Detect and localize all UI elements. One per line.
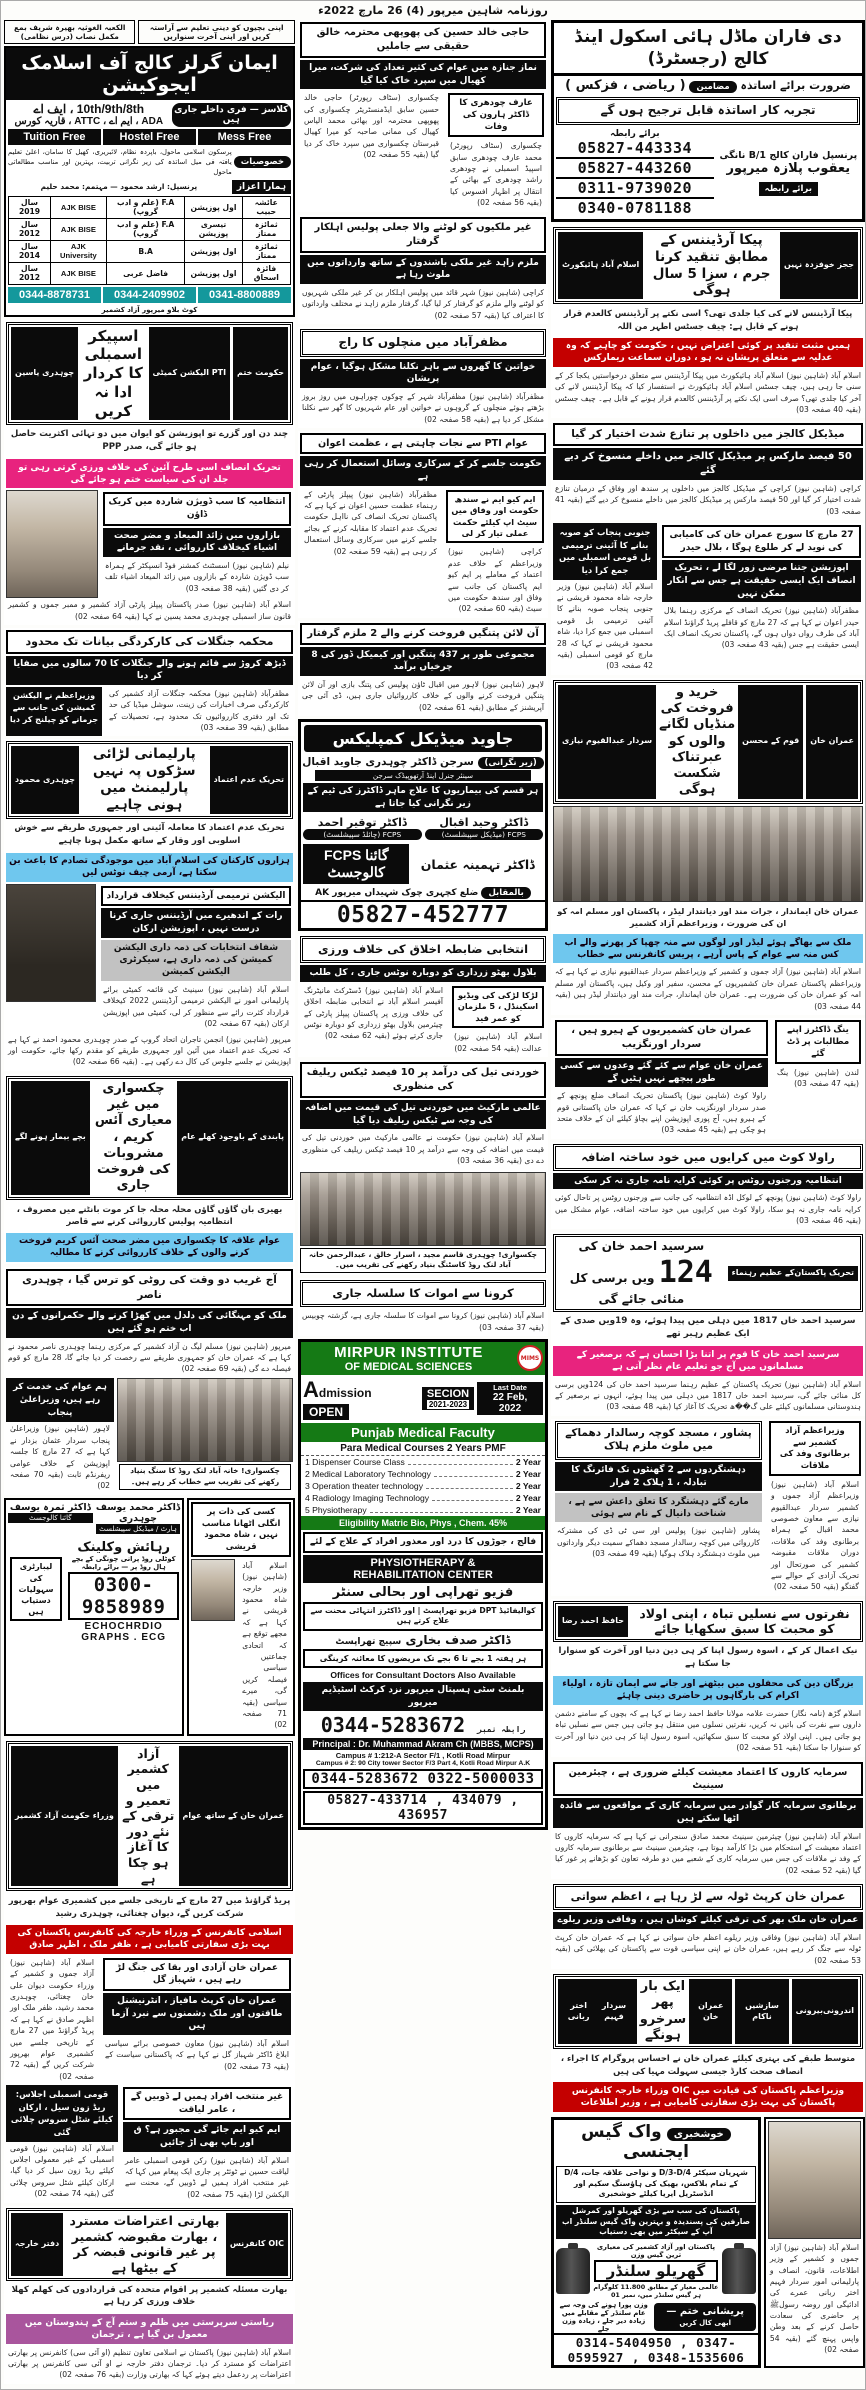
subheadline: ملک کو مہنگائی کی دلدل میں کھڑا کرنے والے حکمرانوں کے دن اب ختم ہو گئے ہیں [6, 1308, 293, 1337]
table-row: عائشہ حبیب اول پوزیشن F.A (علم و ادب گروپ) AJK BISE سال 2019 [9, 196, 291, 218]
byline-box: اسلام آباد ہائیکورٹ [558, 232, 643, 300]
byline-box: دفتر خارجہ [11, 2213, 63, 2276]
article-body: اسلام آباد (شاہین نیوز) وزیر خارجہ شاہ محمود قریشی نے جنوبی پنجاب صوبہ بنانے کا آئینی ترمیمی بل قومی اسمبلی میں جمع کرا دیا، شاہ محمود قریشی نے کہا کہ 28 مارچ کو قومی اسمبلی (بقیہ 42 صفحہ 03) [557, 581, 653, 671]
highlight-strip: تحریک انصاف اسی طرح آئین کی خلاف ورزی کرتی رہی تو جلد ان کی سیاست ختم ہو جائے گی [6, 459, 293, 488]
doctor-spec: گائنا کالوجسٹ [8, 1513, 93, 1523]
kicker: عمران خان کے ساتھ عوام [179, 1746, 288, 1887]
clinic-address: کوٹلی روڈ پرانی چونگی کے بچے ہال روڈ پر — برائے رابطہ [71, 1554, 176, 1571]
course-row: 1 Dispenser Course Class 2 Year [305, 1456, 541, 1467]
crowd-photo [300, 1172, 546, 1246]
highlight-strip: عوام علاقہ کا چکسواری میں مضر صحت آئس کریم فروخت کرنے والوں کے خلاف کارروائی کرنے کا مطالبہ [6, 1233, 293, 1262]
subheadline: بھارت مسئلہ کشمیر پر اقوام متحدہ کی قراردادوں کی کھلم کھلا خلاف ورزی کر رہا ہے [11, 2284, 288, 2308]
side-box-headline: وزیراعظم نے الیکشن کمیشن کی جانب سے جرمانے کو چیلنج کر دیا [6, 687, 102, 737]
article-fake-police [298, 215, 548, 324]
article-ik-markets [551, 678, 865, 1015]
kicker: حکومت ختم [233, 327, 288, 421]
article-forest-dept [4, 628, 295, 736]
principal-line: Principal : Dr. Muhammad Akram Ch (MBBS, MCPS) [303, 1738, 543, 1750]
wak-badge: خوشخبری [667, 2128, 731, 2141]
headline: آج غریب دو وقت کی روٹی کو ترس گیا ، چوہدری ناصر [6, 1269, 293, 1306]
byline-box: وزراء حکومت آزاد کشمیر [11, 1746, 118, 1887]
relief-box: پریشانی ختم — ابھی کال کریں [654, 2303, 755, 2331]
article-body: مظفرآباد (شاہین نیوز) محکمہ جنگلات آزاد کشمیر کی کارکردگی صرف اخبارات کی زینت، سوشل میڈیا کی حد تک اور دفتری کارروائیوں تک محدود ہے، تحصیلات کے مطابق (بقیہ 39 صفحہ 03) [109, 688, 289, 732]
subheadline: ایم کیو ایم جائے گی مجبور ہے؟ ق اور باپ بھی اڑ جائیں [123, 2122, 291, 2151]
iman-phone-3: 0344-8878731 [8, 287, 101, 303]
faculty-bar: Punjab Medical Faculty [301, 1423, 545, 1442]
course-row: 2 Medical Laboratory Technology 2 Year [305, 1468, 541, 1479]
mirpur-title-1: MIRPUR INSTITUTE [334, 1343, 483, 1361]
headline: آزاد کشمیر میں تعمیر و ترقی کے نئے دور کا آغاز ہو چکا ہے [122, 1745, 175, 1886]
headline: ایک بار پھر سرخرو ہونگے [639, 1979, 687, 2043]
article-muzaffarabad [298, 327, 548, 428]
faran-address-2: یعقوب پلازہ میرپور [726, 160, 851, 176]
headline: عمران خان کرپٹ ٹولہ سے لڑ رہا ہے ، اعظم سواتی [553, 1884, 863, 1910]
headline: میڈیکل کالجز میں داخلوں پر تنازع شدت اختیار کر گیا [553, 423, 863, 446]
headline: محکمہ جنگلات کی کارکردگی بیانات تک محدود [6, 630, 293, 653]
article-body: لاہور (شاہین نیوز) لاہور میں اقبال ٹاؤن پولیس کی پتنگ بازی اور آن لائن پتنگیں فروخت کرنے والوں کے خلاف کارروائیاں جاری ہیں، ڈی آئی جی آپریشنز کے مطابق (بقیہ 61 صفحہ 02) [302, 680, 544, 712]
headline: نفرتوں سے نسلیں تباہ ، اپنی اولاد کو محبت کا سبق سکھایا جائے [639, 1605, 850, 1637]
subheadline: دہشتگردوں سے 2 گھنٹوں تک فائرنگ کا تبادلہ ، 1 ہلاک 2 فرار [555, 1462, 762, 1491]
doctor-name: ڈاکٹر وحید اقبال [439, 816, 529, 830]
article-body: اسلام آباد (شاہین نیوز) آزاد جموں و کشمیر کے وزیراعظم سردار عبدالقیوم نیازی نے کہا ہے کہ وزیراعظم پاکستان عمران خان کشمیریوں کے محسن، سفیر اور وکیل ہیں، پاکستان اور مسلم امہ کو عمران خان کی ضرورت ہے۔ عمران خان ایماندار، جرات مند اور دیانتدار لیڈر ہیں (بقیہ 44 صفحہ 03) [555, 967, 861, 1011]
ad-faran-school [551, 20, 865, 222]
mirpur-phone-big: 0344-5283672 رابطہ نمبر [320, 1713, 526, 1738]
article-body: اسلام آباد (شاہین نیوز) کرونا سے اموات کا سلسلہ جاری ہے، گزشتہ چوبیس (بقیہ 37 صفحہ 03) [302, 1311, 544, 1332]
ad-iman-girls-college: ایمان گرلز کالج آف اسلامک ایجوکیشن کلاسز — فری داخلے جاری ہیں 10th/9th/8th ، ایف اے ADA ، ایم اے ، ATTC ، قاریہ کورس Tuition Free Hostel Free Mess Free خصوصیات پرسکون اسلامی ماحول، باپردہ نظام، لائبریری، کھیل کا سامان، اعلیٰ تعلیم یافتہ فی میل اساتذہ کی زیر نگرانی تربیت، بہترین اور مناسب مطالعاتی ماحول ہمارا اعزاز پرنسپل: ارشد محمود — مہتمم: محمد حلیم عائشہ حبیب اول پوزیشن F.A (علم و ادب گروپ) AJK BISE سال 2019 ثمائزہ ممتاز تیسری پوزیشن F.A (علم و ادب گروپ) AJK BISE سال 2012 ثمائزہ ممتاز اول پوزیشن B.A AJK University سال 2014 فائزہ اسحاق اول پوزیشن فاضل عربی AJK BISE سال 2012 0341-8800889 0344-2409902 0344-8878731 کوٹ بلاو میرپور آزاد کشمیر [4, 46, 295, 317]
article-body: اسلام آباد (شاہین نیوز) ڈسٹرکٹ مانیٹرنگ آفیسر اسلام آباد نے انتخابی ضابطہ اخلاق کی خلاف ورزی پر پاکستان پیپلز پارٹی کے چیئرمین بلاول بھٹو زرداری کو دوبارہ نوٹس جاری کرتے ہوئے (بقیہ 62 صفحہ 02) [304, 985, 443, 1041]
article-swati [551, 1882, 865, 1969]
mirpur-phones-2: 0344-5283672 0322-5000033 [303, 1769, 543, 1789]
article-body: کراچی (شاہین نیوز) کراچی کے میڈیکل کالجز میں داخلوں پر سندھ اور وفاق کے درمیان تنازع شدت اختیار کر گیا اور 50 فیصد مارکس پر میڈیکل کالجز میں داخلے منسوخ کر دیے گئے (بقیہ 41 صفحہ 03) [555, 484, 861, 516]
ad-wak-gas: خوشخبری واک گیس ایجنسی شہریان سیکٹر D/3-D/4 و نواحی علاقہ جات، D/4 کے تمام بلاکس، بھیک کی ہاؤسنگ سکیم اور انڈسٹریل ایریا کیلئے خوشخبری پاکستان کی سب سے بڑی گھریلو اور کمرشل صارفین کی پسندیدہ و بہترین واک گیس سلنڈر اب آپ کے سیکٹر میں بھی دستیاب پاکستان اور آزاد کشمیر کی معیاری ترین گیس وزن گھریلو سلنڈر عالمی معیار کے مطابق 11.800 کلوگرام ہر گیس سلنڈر میں، نمبر 01 وزن پورا ہونے کی وجہ سے عام سلنڈر کے مقابلے میں زیادہ دیر جلے ، زیادہ وزن جلے پریشانی ختم — ابھی کال کریں 0314-5404950 , 0347-0595927 , 0348-1535606 [551, 2117, 761, 2369]
contact-label: برائے رابطہ [610, 128, 660, 139]
kicker: سازشیں ناکام [735, 1979, 788, 2044]
iman-phone-1: 0341-8800889 [198, 287, 291, 303]
headline: کسی کی ذات پر انگلی اٹھانا مناسب نہیں ، شاہ محمود قریشی [191, 1502, 291, 1557]
article-corona [298, 1278, 548, 1336]
article-body: اسلام آباد (شاہین نیوز) عدالت (بقیہ 54 صفحہ 02) [454, 1032, 542, 1053]
subheadline: بھیری بان گاؤں گاؤں محلہ محلہ جا کر موت بانٹنے میں مصروف ، انتظامیہ پولیس کارروائی کرنے سے قاصر [16, 1203, 283, 1227]
headline: عمران خان آزادی اور بقا کی جنگ لڑ رہے ہیں ، شہباز گل [103, 1958, 291, 1991]
subheadline: اپوزیشن جتنا مرضی زور لگا لے ، تحریک انصاف ایک ایسی حقیقت ہے جس سے انکار ممکن نہیں [662, 560, 861, 602]
subheadline: تحریک عدم اعتماد کا معاملہ آئینی اور جمہوری طریقے سے خوش اسلوبی اور وقار کے ساتھ مکمل ہونا چاہیے [14, 822, 285, 846]
article-senate [551, 1760, 865, 1880]
iman-free-hostel: Hostel Free [103, 129, 196, 145]
highlight-strip: ہمیں مثبت تنقید پر کوئی اعتراض نہیں ، حکومت کو چاہیے کہ وہ عدلیہ سے متعلق پریشان نہ ہو ، دوران سماعت ریمارکس [553, 338, 863, 367]
physio-urdu-line: فالج ، جوڑوں کا درد اور معذور افراد کے علاج کے لئے [303, 1532, 543, 1553]
ad-javed-medical [298, 719, 548, 931]
article-body: مظفرآباد (شاہین نیوز) پیپلز پارٹی کے رہنماء عظمت حسین اعوان نے کہا ہے کہ پاکستان تحریک انصاف کی نااہل حکومت تحریک عدم اعتماد کا مقابلہ کرنے کے بجائے جلسے کرنے میں سرکاری وسائل استعمال کر رہی ہے (بقیہ 59 صفحہ 02) [304, 489, 437, 556]
article-body: اسلام آباد (شاہین نیوز) تحریک پاکستان کے عظیم رہنما سرسید احمد خاں کی 124ویں برسی کل منائی جائے گی، سرسید احمد خاں 1817 میں دہلی میں پیدا ہوئے، انہوں نے برصغیر کے ہندوستانی مسلمانوں کیلئے علی گ��ھ تحریک کا آغاز کیا (بقیہ 48 صفحہ 03) [555, 1379, 861, 1412]
middle-column [298, 20, 548, 1833]
article-body: اسلام آباد (شاہین نیوز) چیئرمین سینیٹ محمد صادق سنجرانی نے کہا ہے کہ سرمایہ کاروں کا اعتماد معیشت کے استحکام میں بڑا کارآمد ہوتا ہے، چیئرمین سینیٹ سے برطانوی سرمایہ کاروں کے وفد نے ملاقات کی جس میں سرمایہ کاری کے شعبے میں دو طرفہ تعاون کو بڑھانے پر غور کیا گیا (بقیہ 52 صفحہ 02) [555, 1831, 861, 1875]
iman-features-badge: خصوصیات [234, 156, 291, 168]
headline: اسپیکر اسمبلی کا کردار ادا نہ کریں [83, 326, 143, 420]
headline: الیکشن ترمیمی آرڈیننس کیخلاف قرارداد [101, 886, 291, 907]
side-box-headline: جنوبی پنجاب کو صوبہ بنانے کا آئینی ترمیمی بل قومی اسمبلی میں جمع کرا دیا [553, 523, 657, 579]
headline: پیکا آرڈیننس کے مطابق تنقید کرنا جرم ، سزا 5 سال ہوگی [652, 231, 771, 299]
faran-pref: تجربہ کار اساتذہ قابل ترجیح ہوں گے [556, 97, 860, 125]
address-line: بلمنٹ سٹی ہسپتال میرپور نزد کرکٹ اسٹیڈیم میرپور [303, 1682, 543, 1711]
byline-box: بچے بیمار ہونے لگے [11, 1081, 90, 1195]
article-body: لاہور (شاہین نیوز) وزیراعلیٰ پنجاب سردار عثمان بزدار نے کہا ہے کہ 27 مارچ کا جلسہ اپوزیشن کے خلاف عوامی ریفرنڈم ثابت (بقیہ 70 صفحہ 02) [10, 1424, 110, 1491]
left-column [4, 20, 295, 2387]
article-body: راولا کوٹ (شاہین نیوز) پونچھ کے لوکل اڈہ انتظامیہ کی جانب سے ورجنوں روٹس پر تاحال کوئی کرایہ نامہ جاری نہ ہو سکا، راولا کوٹ میں کرایوں میں خود ساختہ اضافہ، عوام مشکل میں (بقیہ 46 صفحہ 03) [555, 1193, 861, 1226]
side-box-headline: قومی اسمبلی اجلاس: ریڈ زون سیل ، ارکان کیلئے شٹل سروس چلائی گئی [6, 2085, 118, 2141]
timing-line: ہر ہفتہ 1 بجے تا 6 بجے تک مریضوں کا معائنہ کرینگی [303, 1649, 543, 1668]
article-body: مظفرآباد (شاہین نیوز) مظفرآباد شہر کے چوکوں چوراہوں میں روز بروز بڑھتے ہوئے منچلوں کے گروہوں نے خواتین اور عام شہریوں کا گھر سے نکلنا مشکل کر دیا ہے (بقیہ 58 صفحہ 02) [302, 391, 544, 424]
kicker: قوم کے محسن [738, 685, 803, 799]
institute-seal-icon: MIMS [517, 1345, 543, 1371]
kicker: تحریک عدم اعتماد [210, 746, 288, 814]
mirpur-title-2: OF MEDICAL SCIENCES [344, 1360, 473, 1373]
kicker: عمران خان [689, 1979, 732, 2044]
subheadline: عمران خان عوام سے کئے گئے وعدوں سے کسی طور پیچھے نہیں ہٹیں گے [555, 1058, 768, 1087]
headline: خوردنی تیل کی درآمد پر 10 فیصد ٹیکس ریلیف کی منظوری [300, 1062, 546, 1098]
article-hafiz [551, 1599, 865, 1757]
article-body: اسلام آباد (شاہین نیوز) آزاد جموں و کشمیر کے وزراء حکومت دیوان علی خان چغتائی، چوہدری محمد رشید، ظفر ملک اور اظہر صادق نے کہا ہے کہ پریڈ گراؤنڈ میں 27 مارچ کے تاریخی جلسے میں کشمیری عوام بھرپور شرکت کریں گے (بقیہ 72 صفحہ 02) [10, 1957, 95, 2081]
minister-photo [768, 2121, 861, 2239]
iman-classes-1: 10th/9th/8th ، ایف اے [33, 102, 145, 116]
javed-super-label: (زیر نگرانی) [478, 757, 544, 769]
photo-caption: اسلام آباد (شاہین نیوز) آزاد جموں و کشمیر کے وزیر اطلاعات، قانون، انصاف و پارلیمانی امور سردار فہیم اختر ربانی عمرے کی ادائیگی اور روضہ رسولﷺ پر حاضری کی سعادت حاصل کرنے کے بعد وطن واپس پہنچ گئے (بقیہ 54 صفحہ 02) [769, 2242, 859, 2355]
highlight-strip: ریاستی سرپرستی میں ظلم و ستم آج کے ہندوستان میں معمول بن گیا ہے ، ترجمان [6, 2314, 293, 2343]
wak-phones: 0314-5404950 , 0347-0595927 , 0348-1535606 [554, 2333, 758, 2365]
doctor-spec: FCPS (میڈیکل سپیشلسٹ) [425, 829, 544, 840]
iman-title: ایمان گرلز کالج آف اسلامک ایجوکیشن [6, 48, 293, 100]
faran-phone-2: 05827-443260 [556, 159, 714, 179]
subheadline: متوسط طبقے کی بہتری کیلئے عمران خان نے احساس پروگرام کا اجراء ، انصاف صحت کارڈ جیسی سہولت مہیا کی ہیں [560, 2053, 856, 2076]
wak-title: واک گیس ایجنسی [581, 2121, 689, 2162]
right-column [551, 20, 865, 2371]
subheadline: مجموعی طور پر 437 پتنگیں اور کیمیکل ڈور کی 8 چرخیاں برآمد [300, 647, 546, 676]
headline: غیر ملکیوں کو لوٹنے والا جعلی پولیس اہلکار گرفتار [300, 217, 546, 253]
faran-title: دی فاران ماڈل ہائی اسکول اینڈ کالج (رجسٹرڈ) [554, 23, 862, 76]
headline: انتخابی ضابطہ اخلاق کی خلاف ورزی [300, 936, 546, 963]
headline: انتظامیہ کا سب ڈویژن شاردہ میں کریک ڈاؤن [103, 492, 291, 525]
article-kites [298, 621, 548, 716]
subheadline: انتظامیہ ورجنوں روٹس پر کوئی کرایہ نامہ جاری نہ کر سکی [553, 1173, 863, 1190]
headline: 27 مارچ کا سورج عمران خان کی کامیابی کی نوید لے کر طلوع ہوگا ، بلال حیدر [662, 525, 861, 558]
subheadline: نماز جنازہ میں عوام کی کثیر تعداد کی شرکت، میرا کھیال میں سپرد خاک کیا گیا [300, 60, 546, 89]
article-body: اسلام آباد (شاہین نیوز) رکن قومی اسمبلی عامر لیاقت حسین نے ٹوئٹر پر جاری ایک پیغام میں کہا کہ غیر منتخب افراد ہمیں لے ڈوبیں گے، محنت سے الیکشن لڑا (بقیہ 75 صفحہ 02) [125, 2155, 289, 2199]
subheadline: پریڈ گراؤنڈ میں 27 مارچ کے تاریخی جلسے میں کشمیری عوام بھرپور شرکت کریں گے، دیوان چغتائی، چوہدری رشید [8, 1895, 291, 1918]
article-no-confidence [4, 739, 295, 1071]
javed-phone: 05827-452777 [301, 900, 545, 928]
highlight-strip: شفاف انتخابات کی ذمہ داری الیکشن کمیشن کی ذمہ داری ہے، سیکرٹری الیکشن کمیشن [101, 940, 291, 981]
javed-surgeon: سرجن ڈاکٹر چوہدری جاوید اقبال [302, 756, 474, 769]
subheadline: چند دن اور گزرے تو اپوزیشن کو ایوان میں دو تہائی اکثریت حاصل ہو جائے گی، صدر PPP [10, 429, 289, 453]
minister-photo-item [764, 2117, 865, 2369]
qureshi-photo [191, 1559, 235, 1621]
headline: غیر منتخب افراد ہمیں لے ڈوبیں گے ، عامر لیاقت [123, 2087, 291, 2120]
javed-address-label: بالمقابل [481, 887, 530, 899]
byline-box: سردار عبدالقیوم نیازی [558, 685, 656, 799]
headline: حاجی خالد حسین کی پھوپھی محترمہ خالق حقیقی سے جاملیں [300, 22, 546, 58]
headline: سرمایہ کاروں کا اعتماد معیشت کیلئے ضروری ہے ، چیئرمین سینیٹ [553, 1762, 863, 1797]
politician-photo [6, 884, 96, 1002]
faran-contact-box: برائے رابطہ [759, 182, 818, 196]
side-box-headline: ہم عوام کی خدمت کر رہے ہیں، وزیراعلیٰ پنجاب [6, 1378, 114, 1423]
article-rawalakot [551, 1142, 865, 1230]
iman-features: پرسکون اسلامی ماحول، باپردہ نظام، لائبریری، کھیل کا سامان، اعلیٰ تعلیم یافتہ فی میل اساتذہ کی زیر نگرانی تربیت، بہترین اور مناسب مطالعاتی ماحول [8, 148, 232, 177]
article-peca [551, 225, 865, 419]
subheadline: بازاروں میں زائد المیعاد و مضر صحت اشیاء کیخلاف کارروائی ، نقد جرمانے [103, 528, 291, 557]
article-body: اسلام گڑھ (نامہ نگار) حضرت علامہ مولانا حافظ احمد رضا نے کہا ہے کہ بچوں کے سامنے دشمن داروں سے نفرت کی باتیں نہ کریں، نفرتیں نسلوں میں منتقل ہو جاتی ہیں جس سے نسلیں تباہ ہو جاتی ہیں۔ اپنی اولاد کو محبت کا سبق سکھائیں، اسوہ رسول اپنا کر ہی دین دنیا اور آخرت کو سنوارا جا سکتا (بقیہ 51 صفحہ 02) [555, 1709, 861, 1753]
article-body: اسلام آباد (شاہین نیوز) وزیر خارجہ شاہ محمود قریشی نے کہا ہے کہ مجھے توقع ہے کہ اتحادی جماعتیں سیاسی فیصلہ کریں گی، میرے سیاسی (بقیہ 71 صفحہ 02) [242, 1560, 287, 1730]
group-photo [553, 806, 863, 902]
article-body: کراچی (شاہین نیوز) وزیراعظم کے خلاف عدم اعتماد کے معاملے پر ایم کیو ایم پاکستان کی جانب سے وفاق اور سندھ حکومت میں سیٹ (بقیہ 60 صفحہ 02) [448, 547, 542, 614]
course-row: 3 Operation theater technology 2 Year [305, 1480, 541, 1491]
article-body: اسلام آباد (شاہین نیوز) صدر پاکستان پیپلز پارٹی آزاد کشمیر و ممبر جموں و کشمیر قانون ساز اسمبلی چوہدری محمد یسین نے کہا (بقیہ 64 صفحہ 02) [8, 600, 291, 621]
doctor-name: ڈاکٹر صدف بخاری سپیچ تھراپسٹ [335, 1632, 511, 1647]
headline: مظفرآباد میں منچلوں کا راج [300, 329, 546, 357]
doctor-name: ڈاکٹر محمد یوسف چوہدری [95, 1501, 181, 1524]
faran-subjects: ( ریاضی ، فزکس ) [565, 78, 686, 94]
subheadline: سرسید احمد خاں 1817 میں دہلی میں پیدا ہوئے، وہ 19ویں صدی کے ایک عظیم رہبر تھے [560, 1315, 856, 1340]
article-body: راولا کوٹ (شاہین نیوز) پاکستان تحریک انصاف ضلع پونچھ کے صدر سردار اورنگزیب خان نے کہا کہ عمران خان پاکستانی قوم کے ہیرو ہیں، آج پوری اپوزیشن اپنے بچاؤ کیلئے ان کے خلاف متحد ہو چکی ہے (بقیہ 45 صفحہ 03) [557, 1091, 766, 1135]
mirpur-phones-3: 05827-433714 , 434079 , 436957 [303, 1791, 543, 1825]
article-peshawar [551, 1419, 865, 1596]
admission-a: A [303, 1376, 319, 1402]
kicker: عمران خان [806, 685, 858, 799]
side-box-headline: ایم کیو ایم نے سندھ حکومت اور وفاق میں سیٹ اپ کیلئے حکمت عملی تیار کر لی [446, 490, 544, 544]
highlight-strip: ملک سے بھاگے ہوئے لیڈر اور لوگوں سے منہ چھپا کر پھرنے والے اب کس منہ سے عوام کے پاس آرہے ، پریس کانفرنس سے خطاب [553, 934, 863, 963]
faran-need: ضرورت برائے اساتذہ [740, 79, 851, 93]
article-body: اسلام آباد (شاہین نیوز) قومی اسمبلی کے غیر معمولی اجلاس کیلئے ریڈ زون سیل کر دیا گیا، ارکان کیلئے شٹل سروس چلائی گئی (بقیہ 74 صفحہ 02) [10, 2143, 114, 2199]
iman-phone-2: 0344-2409902 [103, 287, 196, 303]
subheadline: عالمی مارکیٹ میں خوردنی تیل کی قیمت میں اضافہ کی وجہ سے ٹیکس ریلیف دیا گیا [300, 1100, 546, 1129]
iman-free-mess: Mess Free [198, 129, 291, 145]
subheadline: برطانوی سرمایہ کار گوادر میں سرمایہ کاری کے مواقعوں سے فائدہ اٹھا سکتے ہیں [553, 1798, 863, 1827]
highlight-strip: بزرگان دین کی محفلوں میں بیٹھنے اور جانے سے ایمان تازہ ، اولیاء اکرام کی بارگاہوں پر حاضری دینی چاہئے [553, 1676, 863, 1705]
article-pti-azmat [298, 431, 548, 618]
article-body: نیلم (شاہین نیوز) اسسٹنٹ کمشنر فوڈ انسپکٹر کے ہمراہ سب ڈویژن شاردہ کے بازاروں میں زائد المیعاد اشیاء تلف کر دی گئیں (بقیہ 38 صفحہ 03) [105, 560, 289, 593]
article-body: اسلام آباد (شاہین نیوز) وفاقی وزیر ریلوے اعظم خان سواتی نے کہا ہے کہ عمران خان کرپٹ ٹولہ سے جنگ کر رہے ہیں، عمران خان نے اپنی سیاسی قوت سے پاکستان کی بھلائی کی (بقیہ 53 صفحہ 02) [555, 1933, 861, 1965]
kicker: ججز خوفزدہ نہیں [780, 232, 858, 300]
article-body: مظفرآباد (شاہین نیوز) تحریک انصاف کے مرکزی رہنما بلال حیدر اعوان نے کہا ہے کہ 27 مارچ کو قافلے پریڈ گراؤنڈ اسلام آباد کی طرف رواں دواں ہوں گے، پاکستان تحریک انصاف ایک ایسی حقیقت ہے جس (بقیہ 43 صفحہ 03) [664, 606, 859, 650]
article-haji-khalid [298, 20, 548, 212]
highlight-strip: وزیراعظم پاکستان کی قیادت میں OIC وزراء خارجہ کانفرنس پاکستان کی بہت بڑی سفارتی کامیابی ہے ، وزیر اطلاعات [553, 2082, 863, 2111]
politician-photo [6, 490, 98, 598]
article-body: چکسواری (سٹاف رپورٹر) محمد عارف چودھری سابق اسپیڈ اسمبلی نے چودھری راشد چودھری کے بھائی کے انتقال پر اظہار افسوس کیا (بقیہ 56 صفحہ 02) [450, 141, 542, 208]
kicker: اندرونی بیرونی [792, 1979, 858, 2044]
headline: پارلیمانی لڑائی سڑکوں پہ نہیں پارلیمنٹ میں ہونی چاہیے [92, 746, 196, 813]
section-label: SECION [426, 1388, 470, 1401]
article-body: اسلام آباد (شاہین نیوز) سینیٹ کی قائمہ کمیٹی برائے پارلیمانی امور نے الیکشن ترمیمی آرڈیننس 2022 کیخلاف قرارداد کثرت رائے سے منظور کر لی، کمیٹی میں اپوزیشن ارکان (بقیہ 67 صفحہ 02) [103, 985, 289, 1029]
article-body: کراچی (شاہین نیوز) شہر قائد میں پولیس اہلکار بن کر غیر ملکی شہریوں کو لوٹنے والے ملزم کو گرفتار کر لیا گیا، گرفتار ملزم زاہد نے مختلف وارداتوں کا اعتراف کیا (بقیہ 57 صفحہ 02) [302, 287, 544, 320]
article-body: چکسواری (سٹاف رپورٹر) حاجی خالد حسین سابق ایڈمنسٹریٹر چکسواری کی پھوپھی محترمہ اور بھائی محمد الیاس کھیال کی ممانی صاحبہ کو میرا کھیال قبرستان چکسواری میں سپرد خاک کر دیا گیا (بقیہ 55 صفحہ 02) [304, 93, 439, 160]
strip-note-left: الکعبہ الغوثیہ بھیرہ شریف بمع مکمل نصاب (درس نظامی) [4, 20, 135, 44]
headline: کرونا سے اموات کا سلسلہ جاری [300, 1280, 546, 1307]
article-body: اسلام آباد (شاہین نیوز) اسلام آباد ہائیکورٹ میں پیکا آرڈیننس سے متعلق درخواستیں یکجا کر کے سنی جا رہی ہیں، چیف جسٹس اسلام آباد ہائیکورٹ نے استفسار کیا کہ پیکا آرڈیننس لانے کی آخر کیا جلدی تھی؟ صرف اسی ایک نکتے پر آرڈیننس کالعدم قرار ہونے کے قابل ہے۔ چیف جسٹس (بقیہ 40 صفحہ 03) [555, 370, 861, 414]
doctor-name: ڈاکٹر تہمینہ عثمان [420, 856, 535, 872]
article-punjab-bilal [551, 523, 865, 675]
faran-phone-1: 05827-443334 [556, 139, 714, 159]
article-body: اسلام آباد (شاہین نیوز) حکومت نے عالمی مارکیٹ میں خوردنی تیل کی قیمت میں اضافہ کی وجہ سے درآمد پر 10 فیصد ٹیکس ریلیف کی منظوری دے دی (بقیہ 36 صفحہ 03) [302, 1133, 544, 1166]
iman-free-row [8, 129, 291, 145]
course-row: 4 Radiology Imaging Technology 2 Year [305, 1492, 541, 1503]
ad-rehaish-clinic [4, 1498, 184, 1736]
ad-mirpur-institute: MIRPUR INSTITUTE OF MEDICAL SCIENCES MIMS Admission OPEN SECION 2021-2023 Last Date 22 Feb, 2022 Punjab Medical Faculty Para Medical Courses 2 Years PMF 1 Dispenser Course Class 2 Year 2 Medical Laboratory Technology 2 Year 3 Operation theater technology 2 Year 4 Radiology Imaging Technology 2 Year 5 Physiotherapy 2 Year Eligibility Matric Bio, Phys , Chem. 45% فالج ، جوڑوں کا درد اور معذور افراد کے علاج کے لئے PHYSIOTHERAPY & REHABILITATION CENTER فزیو تھراپی اور بحالی سنٹر کوالیفائیڈ DPT فزیو تھراپسٹ | اور ڈاکٹرز انتہائی محنت سے علاج کرتے ہیں ڈاکٹر صدف بخاری سپیچ تھراپسٹ ہر ہفتہ 1 بجے تا 6 بجے تک مریضوں کا معائنہ کرینگی Offices for Consultant Doctors Also Available بلمنٹ سٹی ہسپتال میرپور نزد کرکٹ اسٹیڈیم میرپور 0344-5283672 رابطہ نمبر Principal : Dr. Muhammad Akram Ch (MBBS, MCPS) Campus # 1:212-A Sector F/1 , Kotli Road Mirpur Campus # 2: 90 City tower Sector F/3 Part 4, Kotli Road Mirpur A.K 0344-5283672 0322-5000033 05827-433714 , 434079 , 436957 [298, 1339, 548, 1830]
headline: بھارتی اعتراضات مسترد ، بھارت مقبوضہ کشمیر پر غیر قانونی قبضہ کر کے بیٹھا ہے [69, 2213, 220, 2275]
article-aurangzeb [551, 1018, 865, 1139]
headline: عوام PTI سے نجات چاہتی ہے ، عظمت اعوان [300, 433, 546, 454]
crowd-photo [117, 1378, 293, 1462]
clinic-phone: 0300-9858989 [68, 1572, 179, 1620]
faran-phone-4: 0340-0781188 [577, 198, 693, 217]
subheadline: نیک اعمال کر کے ، اسوہ رسول اپنا کر ہی دین دنیا اور آخرت کو سنوارا جا سکتا ہے [558, 1645, 858, 1669]
article-oil-tax [298, 1060, 548, 1275]
wak-line-1: شہریان سیکٹر D/3-D/4 و نواحی علاقہ جات، D/4 کے تمام بلاکس، بھیک کی ہاؤسنگ سکیم اور انڈسٹریل ایریا کیلئے خوشخبری [556, 2166, 756, 2203]
article-medical-colleges [551, 421, 865, 520]
byline-box: چوہدری محمود [11, 746, 79, 814]
kicker: تحریک پاکستان کے عظیم رہنماء [728, 1266, 858, 1281]
article-body: میرپور (شاہین نیوز) انجمن تاجران اتحاد گروپ کے صدر چوہدری محمود احمد نے کہا ہے کہ تحریک عدم اعتماد میں آئین اور جمہوری طریقے کو مقدم رکھا جائے، حکومت اور اپوزیشن نے جلسے جلوس کی کال دے رکھی ہے۔ (بقیہ 66 صفحہ 02) [8, 1034, 291, 1067]
headline: پشاور ، مسجد کوچہ رسالدار دھماکے میں ملوث ملزم ہلاک [555, 1421, 762, 1460]
article-body: پشاور (شاہین نیوز) پولیس اور سی ٹی ڈی کی مشترکہ کارروائی میں کوچہ رسالدار مسجد دھماکے سمیت دیگر وارداتوں میں ملوث دہشتگرد ہلاک ہوگیا (بقیہ 49 صفحہ 03) [557, 1526, 760, 1559]
article-qureshi [187, 1498, 295, 1736]
lastdate-value: 22 Feb, 2022 [492, 1392, 528, 1415]
javed-line: ہر قسم کی بیماریوں کا علاج ماہر ڈاکٹرز کی ٹیم کے زیر نگرانی کیا جاتا ہے [303, 783, 543, 812]
highlight-strip: اسلامی کانفرنس کے وزراء خارجہ کی کانفرنس پاکستان کی بہت بڑی سفارتی کامیابی ہے ، ظفر ملک ، اظہر صادق [6, 1925, 293, 1954]
highlight-strip: سرسید احمد خان کا قوم پر اتنا بڑا احسان ہے کہ برصغیر کے مسلمانوں میں آج جو تعلیم عام نظر آتی ہے [553, 1346, 863, 1375]
doctor-spec: ہارٹ / میڈیکل سپیشلسٹ [96, 1524, 181, 1534]
eligibility-bar: Eligibility Matric Bio, Phys , Chem. 45% [301, 1516, 545, 1530]
headline: خرید و فروخت کی منڈیاں لگانے والوں کو عبرتناک شکست ہوگی [659, 684, 736, 798]
photo-caption: چکسواری! چوہدری قاسم مجید ، اسرار خالق ، عبدالرحمن خانہ آباد لنک روڈ کاسٹنگ بنیاد رکھنے کی تقریب میں۔ [300, 1248, 546, 1274]
byline-box: چوہدری یاسین [11, 327, 78, 421]
article-naser [4, 1267, 295, 1495]
course-row: 5 Physiotherapy 2 Year [305, 1504, 541, 1515]
headline: راولا کوٹ میں کرایوں میں خود ساختہ اضافہ [553, 1144, 863, 1171]
subheadline: خواتین کا گھروں سے باہر نکلنا مشکل ہوگیا ، عوام پریشان [300, 359, 546, 388]
iman-admissions: کلاسز — فری داخلے جاری ہیں [172, 103, 291, 127]
photo-caption: عمران خان ایماندار ، جرات مند اور دیانتدار لیڈر ، پاکستان اور مسلم امہ کو ان کی ضرورت ، وزیراعظم آزاد کشمیر [557, 905, 859, 928]
subheadline: ڈیڑھ کروڑ سے قائم ہونے والے جنگلات کا 70 سالوں میں صفایا کر دیا [6, 656, 293, 685]
masthead: روزنامہ شاہین میرپور (4) 26 مارچ 2022ء [318, 4, 548, 17]
article-oic [4, 2206, 295, 2384]
article-rabbani [551, 1972, 865, 2114]
photo-caption: چکسواری! خانہ آباد لنک روڈ کا سنگ بنیاد رکھنے کی تقریب سے خطاب کر رہے ہیں۔ [119, 1464, 291, 1490]
article-body: میرپور (شاہین نیوز) مسلم لیگ ن آزاد کشمیر کے مرکزی رہنما چوہدری ناصر محمود نے کہا ہے کہ عمران خان کو جمہوری طریقے سے رخصت کر دیا جائے گا، 28 مارچ کو قوم فیصلہ دے گی (بقیہ 69 صفحہ 02) [8, 1341, 291, 1374]
subheadline: رات کے اندھیرے میں آرڈیننس جاری کرنا درست نہیں ، اپوزیشن ارکان [101, 908, 291, 937]
dpt-line: کوالیفائیڈ DPT فزیو تھراپسٹ | اور ڈاکٹرز انتہائی محنت سے علاج کرتے ہیں [303, 1602, 543, 1631]
doctor-spec: FCPS (چائلڈ سپیشلسٹ) [303, 829, 422, 840]
campus-2: Campus # 2: 90 City tower Sector F/3 Part 4, Kotli Road Mirpur A.K [315, 1760, 531, 1768]
highlight-strip: مارے گئے دہشتگرد کا تعلق داعش سے ہے ، شناخت دانیال کے نام سے ہوئی [555, 1493, 762, 1522]
headline: آن لائن پتنگیں فروخت کرنے والے 2 ملزم گرفتار [300, 623, 546, 645]
subheadline: حکومت جلسے کر کے سرکاری وسائل استعمال کر رہی ہے [300, 456, 546, 485]
faran-subjects-badge: مضامین [689, 81, 736, 93]
article-speaker-assembly [4, 320, 295, 626]
iman-address: کوٹ بلاو میرپور آزاد کشمیر [101, 305, 198, 314]
lab-note: لیبارٹری کی سہولیات دستیاب ہیں [10, 1557, 62, 1621]
iman-classes-2: ADA ، ایم اے ، ATTC ، قاریہ کورس [14, 116, 164, 127]
iman-staff-2: مہتمم: محمد حلیم [40, 182, 108, 192]
headline: عمران خان کشمیریوں کے ہیرو ہیں ، سردار اورنگزیب [555, 1020, 768, 1056]
subheadline: 50 فیصد مارکس پر میڈیکل کالجز میں داخلے منسوخ کر دیے گئے [553, 448, 863, 480]
echo-label: ECHOCHRDIO GRAPHS . ECG [81, 1620, 167, 1643]
subheadline: عمران خان ملک بھر کی ترقی کیلئے کوشاں ہیں ، وفاقی وزیر ریلوے [553, 1912, 863, 1929]
byline-box: حافظ احمد رضا [558, 1606, 628, 1637]
gas-cylinder-icon [722, 2248, 756, 2294]
iman-honor-badge: ہمارا اعزاز [232, 180, 291, 194]
para-medical-line: Para Medical Courses 2 Years PMF [301, 1442, 545, 1456]
article-body: اسلام آباد (شاہین نیوز) معاون خصوصی برائے سیاسی ابلاغ ڈاکٹر شہباز گل نے کہا ہے کہ پاکستانی سیاست کے (بقیہ 73 صفحہ 02) [105, 2038, 289, 2071]
byline-box: سردار فہیم اختر ربانی [558, 1979, 637, 2044]
article-body: لندن (شاہین نیوز) ینگ (بقیہ 47 صفحہ 03) [777, 1068, 859, 1089]
iman-results-table [8, 196, 291, 285]
javed-surgeon-spec: سینئر جنرل اینڈ آرتھوپیڈک سرجن [315, 770, 531, 781]
table-row: ثمائزہ ممتاز اول پوزیشن B.A AJK University سال 2014 [9, 240, 291, 262]
side-box-headline: ینگ ڈاکٹرز اپنے مطالبات پر ڈٹ گئے [775, 1020, 861, 1064]
side-box-headline: وزیراعظم آزاد کشمیر سے برطانوی وفد کی ملاقات [769, 1421, 861, 1476]
table-row: فائزہ اسحاق اول پوزیشن فاضل عربی AJK BISE سال 2012 [9, 262, 291, 284]
headline: چکسواری میں غیر معیاری آئس کریم ، مشروبات کی فروخت جاری [94, 1080, 173, 1194]
article-ethics [298, 934, 548, 1057]
javed-address: ضلع کچہری چوک شہیداں میرپور AK [315, 888, 479, 899]
iman-free-tuition: Tuition Free [8, 129, 101, 145]
javed-title: جاوید میڈیکل کمپلیکس [304, 725, 542, 752]
offices-line: Offices for Consultant Doctors Also Available [330, 1669, 516, 1680]
article-body: اسلام آباد (شاہین نیوز) وزیراعظم آزاد جموں و کشمیر سردار عبدالقیوم نیازی سے معاون خصوصی محمد اقبال کے ہمراہ برطانوی وفد کی ملاقات، دوران ملاقات مقبوضہ کشمیر کی صورتحال اور تحریک آزادی کے حوالے سے گفتگو (بقیہ 50 صفحہ 02) [771, 1479, 859, 1592]
subheadline: عمران خان کرپٹ مافیاز ، انٹرنیشنل طاقتوں اور ملک دشمنوں سے نبرد آزما ہیں [103, 1993, 291, 2035]
kicker: OIC کانفرنس [226, 2213, 288, 2276]
faran-phone-3: 0311-9739020 [556, 179, 714, 199]
clinic-name: رہائش وکلینک [77, 1539, 170, 1555]
iman-staff-1: پرنسپل: ارشد محمود [120, 182, 198, 192]
article-sirsyed [551, 1232, 865, 1415]
wak-line-2: پاکستان کی سب سے بڑی گھریلو اور کمرشل صارفین کی پسندیدہ و بہترین واک گیس سلنڈر اب آپ کے سیکٹر میں بھی دستیاب [556, 2205, 756, 2240]
fcps-badge: FCPS گائنا کالوجسٹ [303, 844, 409, 884]
strip-note-right: اپنی بچیوں کو دینی تعلیم سے آراستہ کریں اور اپنی آخرت سنواریں [138, 20, 295, 44]
kicker: پابندی کے باوجود کھلے عام [177, 1081, 288, 1195]
campus-1: Campus # 1:212-A Sector F/1 , Kotli Road Mirpur [335, 1751, 511, 1761]
subheadline: بلاول بھٹو زرداری کو دوبارہ نوٹس جاری ، کل طلب [300, 965, 546, 982]
headline: سرسید احمد خان کی 124 ویں برسی کل منائی جائے گی [569, 1239, 713, 1306]
gas-cylinder-icon [556, 2248, 590, 2294]
faran-address-1: پرنسپل فاران کالج B/1 نانگی [719, 149, 858, 161]
kicker: PTI الیکشن کمیٹی [149, 327, 231, 421]
doctor-name: ڈاکٹر ثمرہ یوسف [9, 1501, 91, 1513]
article-body: اسلام آباد (شاہین نیوز) پاکستان نے اسلامی تعاون تنظیم (او آئی سی) کانفرنس پر بھارتی اعتراضات کو مسترد کر دیا۔ ترجمان دفتر خارجہ نے او آئی سی کانفرنس پر بھارتی اعتراضات پر ردعمل دیتے ہوئے کہا کہ بھارتی وزارت (بقیہ 76 صفحہ 02) [8, 2347, 291, 2380]
lastdate-label: Last Date [493, 1383, 527, 1393]
highlight-strip: ہزاروں کارکنان کی اسلام آباد میں موجودگی تصادم کا باعث بن سکتا ہے، آرمی چیف نوٹس لیں [6, 853, 293, 882]
table-row: ثمائزہ ممتاز تیسری پوزیشن F.A (علم و ادب گروپ) AJK BISE سال 2012 [9, 218, 291, 240]
subheadline: ملزم زاہد غیر ملکی باشندوں کے ساتھ وارداتوں میں ملوث رہا ہے [300, 255, 546, 284]
doctor-name: ڈاکٹر توقیر احمد [317, 816, 407, 830]
side-box-headline: لڑکا لڑکی کی ویڈیو اسکینڈل ، 5 ملزمان کو عمر قید [452, 986, 544, 1028]
physio-urdu-title: فزیو تھراپی اور بحالی سنٹر [332, 1584, 514, 1600]
open-label: OPEN [303, 1404, 349, 1420]
anniversary-number: 124 [658, 1255, 713, 1291]
physio-title: PHYSIOTHERAPY & REHABILITATION CENTER [303, 1555, 543, 1583]
article-icecream [4, 1074, 295, 1264]
subheadline: پیکا آرڈیننس لانے کی کیا جلدی تھی؟ اسی نکتے پر آرڈیننس کالعدم قرار ہونے کے قابل ہے: چیف جسٹس اطہر من اللہ [563, 308, 853, 331]
article-new-era [4, 1739, 295, 2203]
side-box-headline: عارف چودھری کا ڈاکٹر ہارون کی وفات [448, 93, 544, 137]
cylinder-label: گھریلو سلنڈر [594, 2260, 718, 2282]
